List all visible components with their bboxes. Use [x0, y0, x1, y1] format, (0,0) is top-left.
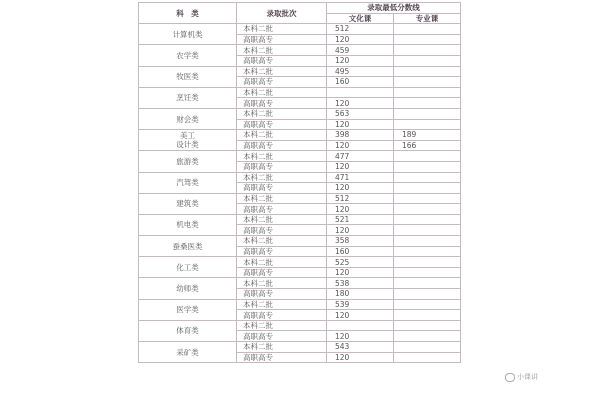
batch-cell: 高职高专 — [237, 161, 327, 172]
major-score-cell — [394, 108, 461, 119]
major-score-cell — [394, 34, 461, 45]
table-row — [139, 342, 461, 353]
batch-cell: 本科二批 — [237, 342, 327, 353]
major-score-cell — [394, 183, 461, 194]
culture-score-cell: 512 — [327, 24, 394, 35]
batch-cell: 高职高专 — [237, 55, 327, 66]
table-row — [139, 151, 461, 162]
table-row — [139, 236, 461, 247]
subject-cell: 旅游类 — [139, 151, 237, 172]
batch-cell: 高职高专 — [237, 331, 327, 342]
major-score-cell: 189 — [394, 130, 461, 141]
batch-cell: 高职高专 — [237, 310, 327, 321]
major-score-cell — [394, 278, 461, 289]
major-score-cell — [394, 225, 461, 236]
table-row — [139, 257, 461, 268]
batch-cell: 高职高专 — [237, 289, 327, 300]
batch-cell: 高职高专 — [237, 267, 327, 278]
subject-cell: 牧医类 — [139, 66, 237, 87]
watermark-text: 小课讲 — [517, 373, 538, 381]
culture-score-cell: 477 — [327, 151, 394, 162]
table-row — [139, 193, 461, 204]
subject-cell: 汽驾类 — [139, 172, 237, 193]
table-row — [139, 66, 461, 77]
major-score-cell — [394, 331, 461, 342]
batch-cell: 高职高专 — [237, 204, 327, 215]
batch-cell: 本科二批 — [237, 108, 327, 119]
major-score-cell — [394, 214, 461, 225]
subject-cell: 蚕桑医类 — [139, 236, 237, 257]
batch-cell: 本科二批 — [237, 24, 327, 35]
table-body — [139, 24, 461, 363]
table-row — [139, 320, 461, 331]
subject-cell: 医学类 — [139, 299, 237, 320]
culture-score-cell: 539 — [327, 299, 394, 310]
admission-score-table — [138, 2, 461, 363]
subject-cell: 建筑类 — [139, 193, 237, 214]
subject-cell: 烹饪类 — [139, 87, 237, 108]
culture-score-cell: 120 — [327, 161, 394, 172]
batch-cell: 高职高专 — [237, 77, 327, 88]
major-score-cell: 166 — [394, 140, 461, 151]
major-score-cell — [394, 55, 461, 66]
batch-cell: 本科二批 — [237, 320, 327, 331]
major-score-cell — [394, 342, 461, 353]
subject-cell: 美工 设计类 — [139, 130, 237, 151]
subject-cell: 幼师类 — [139, 278, 237, 299]
culture-score-cell: 471 — [327, 172, 394, 183]
culture-score-cell: 543 — [327, 342, 394, 353]
batch-cell: 本科二批 — [237, 236, 327, 247]
table-row — [139, 130, 461, 141]
major-score-cell — [394, 257, 461, 268]
batch-cell: 本科二批 — [237, 45, 327, 56]
subject-cell: 体育类 — [139, 320, 237, 341]
major-score-cell — [394, 161, 461, 172]
culture-score-cell: 120 — [327, 98, 394, 109]
major-score-cell — [394, 352, 461, 363]
batch-cell: 本科二批 — [237, 214, 327, 225]
major-score-cell — [394, 299, 461, 310]
subject-cell: 采矿类 — [139, 342, 237, 363]
culture-score-cell: 120 — [327, 267, 394, 278]
major-score-cell — [394, 87, 461, 98]
culture-score-cell: 538 — [327, 278, 394, 289]
culture-score-cell: 459 — [327, 45, 394, 56]
culture-score-cell: 120 — [327, 352, 394, 363]
culture-score-cell: 120 — [327, 183, 394, 194]
culture-score-cell: 120 — [327, 34, 394, 45]
culture-score-cell: 512 — [327, 193, 394, 204]
batch-cell: 本科二批 — [237, 193, 327, 204]
batch-cell: 本科二批 — [237, 87, 327, 98]
culture-score-cell: 160 — [327, 77, 394, 88]
culture-score-cell: 563 — [327, 108, 394, 119]
culture-score-cell: 120 — [327, 119, 394, 130]
major-score-cell — [394, 172, 461, 183]
table-row — [139, 87, 461, 98]
subject-cell: 机电类 — [139, 214, 237, 235]
batch-cell: 高职高专 — [237, 119, 327, 130]
major-score-cell — [394, 289, 461, 300]
culture-score-cell: 120 — [327, 331, 394, 342]
major-score-cell — [394, 66, 461, 77]
culture-score-cell: 120 — [327, 140, 394, 151]
culture-score-cell: 160 — [327, 246, 394, 257]
table-row — [139, 299, 461, 310]
major-score-cell — [394, 45, 461, 56]
wechat-icon — [505, 373, 515, 382]
subject-cell: 计算机类 — [139, 24, 237, 45]
subject-cell: 化工类 — [139, 257, 237, 278]
major-score-cell — [394, 267, 461, 278]
major-score-cell — [394, 193, 461, 204]
batch-cell: 高职高专 — [237, 246, 327, 257]
batch-cell: 高职高专 — [237, 352, 327, 363]
table-row — [139, 278, 461, 289]
major-score-cell — [394, 98, 461, 109]
major-score-cell — [394, 236, 461, 247]
table-row — [139, 108, 461, 119]
table-row — [139, 45, 461, 56]
table-row — [139, 214, 461, 225]
culture-score-cell: 525 — [327, 257, 394, 268]
culture-score-cell: 180 — [327, 289, 394, 300]
batch-cell: 本科二批 — [237, 278, 327, 289]
culture-score-cell: 398 — [327, 130, 394, 141]
culture-score-cell: 120 — [327, 310, 394, 321]
major-score-cell — [394, 24, 461, 35]
major-score-cell — [394, 77, 461, 88]
batch-cell: 本科二批 — [237, 66, 327, 77]
batch-cell: 高职高专 — [237, 34, 327, 45]
batch-cell: 本科二批 — [237, 299, 327, 310]
table-row — [139, 24, 461, 35]
batch-cell: 本科二批 — [237, 172, 327, 183]
subject-cell: 财会类 — [139, 108, 237, 129]
culture-score-cell — [327, 320, 394, 331]
culture-score-cell — [327, 87, 394, 98]
batch-cell: 高职高专 — [237, 183, 327, 194]
batch-cell: 本科二批 — [237, 130, 327, 141]
batch-cell: 本科二批 — [237, 257, 327, 268]
major-score-cell — [394, 151, 461, 162]
major-score-cell — [394, 310, 461, 321]
major-score-cell — [394, 119, 461, 130]
header-culture: 文化课 — [327, 13, 394, 24]
watermark — [505, 372, 538, 382]
batch-cell: 本科二批 — [237, 151, 327, 162]
batch-cell: 高职高专 — [237, 225, 327, 236]
header-subject: 科 类 — [139, 3, 237, 24]
header-major: 专业课 — [394, 13, 461, 24]
major-score-cell — [394, 320, 461, 331]
major-score-cell — [394, 246, 461, 257]
culture-score-cell: 521 — [327, 214, 394, 225]
culture-score-cell: 120 — [327, 204, 394, 215]
subject-cell: 农学类 — [139, 45, 237, 66]
culture-score-cell: 120 — [327, 225, 394, 236]
table-header-row — [139, 3, 461, 14]
table-row — [139, 172, 461, 183]
culture-score-cell: 120 — [327, 55, 394, 66]
culture-score-cell: 358 — [327, 236, 394, 247]
batch-cell: 高职高专 — [237, 140, 327, 151]
culture-score-cell: 495 — [327, 66, 394, 77]
major-score-cell — [394, 204, 461, 215]
header-score-line: 录取最低分数线 — [327, 3, 461, 14]
header-batch: 录取批次 — [237, 3, 327, 24]
batch-cell: 高职高专 — [237, 98, 327, 109]
